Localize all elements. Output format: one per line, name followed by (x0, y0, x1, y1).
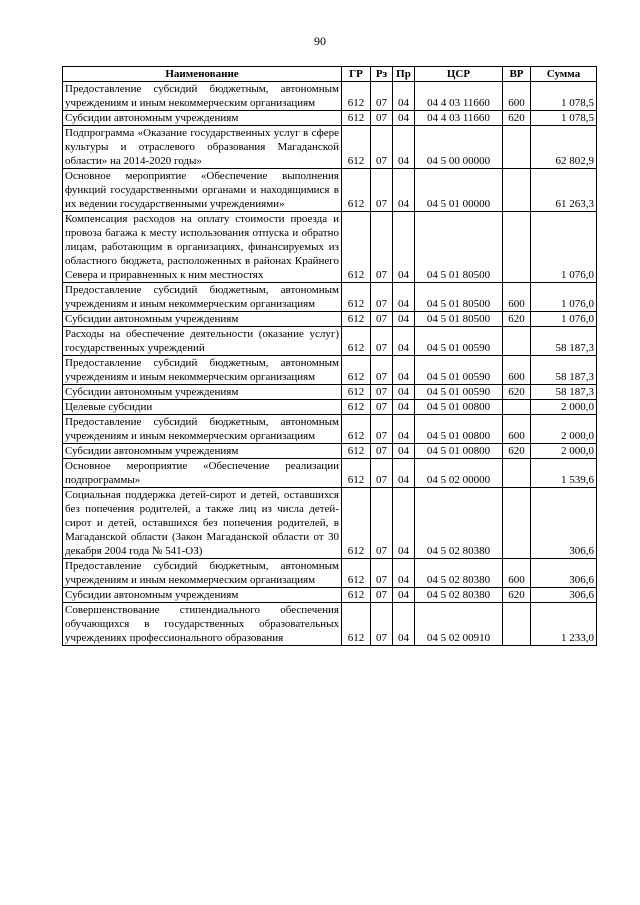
cell-sum: 1 078,5 (531, 111, 597, 126)
cell-gr: 612 (342, 327, 371, 356)
cell-csr: 04 5 00 00000 (415, 126, 503, 169)
cell-pr: 04 (393, 559, 415, 588)
cell-sum: 2 000,0 (531, 400, 597, 415)
table-row (63, 126, 597, 169)
cell-gr: 612 (342, 444, 371, 459)
cell-name: Субсидии автономным учреждениям (63, 588, 342, 603)
cell-pr: 04 (393, 111, 415, 126)
cell-pr: 04 (393, 327, 415, 356)
cell-pr: 04 (393, 385, 415, 400)
cell-name: Предоставление субсидий бюджетным, автономным учреждениям и иным некоммерческим организациям (63, 283, 342, 312)
cell-rz: 07 (371, 111, 393, 126)
cell-rz: 07 (371, 415, 393, 444)
cell-sum: 1 233,0 (531, 603, 597, 646)
cell-vr: 600 (503, 283, 531, 312)
cell-gr: 612 (342, 385, 371, 400)
cell-rz: 07 (371, 603, 393, 646)
table-row (63, 559, 597, 588)
cell-vr (503, 400, 531, 415)
cell-name: Совершенствование стипендиального обеспечения обучающихся в государственных образовательных учреждениях профессионального образования (63, 603, 342, 646)
page-number: 90 (314, 34, 326, 48)
table-row (63, 327, 597, 356)
cell-csr: 04 5 01 00800 (415, 415, 503, 444)
table-row (63, 400, 597, 415)
cell-csr: 04 5 02 00000 (415, 459, 503, 488)
table-row (63, 212, 597, 283)
cell-csr: 04 5 02 00910 (415, 603, 503, 646)
table-row (63, 82, 597, 111)
cell-vr: 620 (503, 385, 531, 400)
table-header-row (63, 67, 597, 82)
cell-csr: 04 5 01 80500 (415, 283, 503, 312)
cell-gr: 612 (342, 400, 371, 415)
cell-csr: 04 5 02 80380 (415, 559, 503, 588)
cell-name: Основное мероприятие «Обеспечение реализации подпрограммы» (63, 459, 342, 488)
cell-vr (503, 459, 531, 488)
cell-rz: 07 (371, 459, 393, 488)
cell-vr (503, 488, 531, 559)
cell-rz: 07 (371, 385, 393, 400)
cell-gr: 612 (342, 312, 371, 327)
cell-gr: 612 (342, 588, 371, 603)
cell-name: Предоставление субсидий бюджетным, автономным учреждениям и иным некоммерческим организациям (63, 82, 342, 111)
table-row (63, 312, 597, 327)
table-row (63, 444, 597, 459)
cell-name: Предоставление субсидий бюджетным, автономным учреждениям и иным некоммерческим организациям (63, 559, 342, 588)
cell-vr: 600 (503, 559, 531, 588)
cell-vr (503, 327, 531, 356)
cell-vr: 620 (503, 444, 531, 459)
header-name: Наименование (63, 67, 342, 82)
cell-sum: 1 076,0 (531, 212, 597, 283)
cell-gr: 612 (342, 356, 371, 385)
cell-gr: 612 (342, 603, 371, 646)
cell-pr: 04 (393, 356, 415, 385)
cell-gr: 612 (342, 283, 371, 312)
header-vr: ВР (503, 67, 531, 82)
table-row (63, 356, 597, 385)
cell-pr: 04 (393, 283, 415, 312)
cell-csr: 04 5 01 00800 (415, 400, 503, 415)
cell-sum: 2 000,0 (531, 415, 597, 444)
cell-vr: 600 (503, 356, 531, 385)
cell-csr: 04 5 01 80500 (415, 312, 503, 327)
cell-csr: 04 4 03 11660 (415, 111, 503, 126)
cell-name: Социальная поддержка детей-сирот и детей, оставшихся без попечения родителей, а также лиц из числа детей-сирот и детей, оставшихся без попечения родителей, в Магаданской области (Закон Магаданской области от 30 декабря 2004 года № 541-ОЗ) (63, 488, 342, 559)
cell-csr: 04 5 01 00590 (415, 356, 503, 385)
cell-rz: 07 (371, 400, 393, 415)
cell-sum: 62 802,9 (531, 126, 597, 169)
cell-vr (503, 126, 531, 169)
table-row (63, 459, 597, 488)
cell-gr: 612 (342, 82, 371, 111)
cell-gr: 612 (342, 415, 371, 444)
cell-rz: 07 (371, 212, 393, 283)
cell-rz: 07 (371, 327, 393, 356)
cell-pr: 04 (393, 212, 415, 283)
cell-rz: 07 (371, 169, 393, 212)
cell-sum: 306,6 (531, 559, 597, 588)
cell-sum: 2 000,0 (531, 444, 597, 459)
table-row (63, 588, 597, 603)
header-sum: Сумма (531, 67, 597, 82)
budget-table (62, 66, 597, 646)
cell-rz: 07 (371, 444, 393, 459)
cell-vr: 600 (503, 415, 531, 444)
cell-sum: 1 076,0 (531, 283, 597, 312)
cell-pr: 04 (393, 488, 415, 559)
header-gr: ГР (342, 67, 371, 82)
cell-vr (503, 603, 531, 646)
cell-pr: 04 (393, 444, 415, 459)
cell-rz: 07 (371, 283, 393, 312)
cell-csr: 04 5 02 80380 (415, 588, 503, 603)
table-row (63, 385, 597, 400)
cell-sum: 306,6 (531, 488, 597, 559)
cell-csr: 04 5 01 00800 (415, 444, 503, 459)
cell-vr: 620 (503, 111, 531, 126)
table-body (63, 82, 597, 646)
cell-csr: 04 5 01 00590 (415, 327, 503, 356)
cell-rz: 07 (371, 588, 393, 603)
cell-pr: 04 (393, 415, 415, 444)
cell-gr: 612 (342, 488, 371, 559)
cell-csr: 04 5 02 80380 (415, 488, 503, 559)
cell-vr: 620 (503, 312, 531, 327)
cell-gr: 612 (342, 111, 371, 126)
cell-pr: 04 (393, 126, 415, 169)
table-row (63, 283, 597, 312)
cell-name: Субсидии автономным учреждениям (63, 444, 342, 459)
table-row (63, 603, 597, 646)
cell-sum: 58 187,3 (531, 327, 597, 356)
cell-sum: 1 078,5 (531, 82, 597, 111)
cell-sum: 1 076,0 (531, 312, 597, 327)
cell-pr: 04 (393, 169, 415, 212)
cell-name: Целевые субсидии (63, 400, 342, 415)
cell-pr: 04 (393, 82, 415, 111)
cell-name: Расходы на обеспечение деятельности (оказание услуг) государственных учреждений (63, 327, 342, 356)
cell-rz: 07 (371, 126, 393, 169)
cell-name: Предоставление субсидий бюджетным, автономным учреждениям и иным некоммерческим организациям (63, 415, 342, 444)
cell-vr (503, 169, 531, 212)
header-pr: Пр (393, 67, 415, 82)
cell-vr: 600 (503, 82, 531, 111)
header-csr: ЦСР (415, 67, 503, 82)
cell-pr: 04 (393, 588, 415, 603)
cell-sum: 306,6 (531, 588, 597, 603)
cell-sum: 58 187,3 (531, 356, 597, 385)
cell-pr: 04 (393, 603, 415, 646)
cell-sum: 61 263,3 (531, 169, 597, 212)
table-row (63, 415, 597, 444)
cell-gr: 612 (342, 559, 371, 588)
cell-vr (503, 212, 531, 283)
cell-sum: 58 187,3 (531, 385, 597, 400)
cell-vr: 620 (503, 588, 531, 603)
cell-csr: 04 5 01 00590 (415, 385, 503, 400)
cell-pr: 04 (393, 400, 415, 415)
cell-name: Подпрограмма «Оказание государственных услуг в сфере культуры и отраслевого образования Магаданской области» на 2014-2020 годы» (63, 126, 342, 169)
cell-pr: 04 (393, 459, 415, 488)
cell-rz: 07 (371, 82, 393, 111)
cell-pr: 04 (393, 312, 415, 327)
cell-rz: 07 (371, 312, 393, 327)
cell-name: Основное мероприятие «Обеспечение выполнения функций государственными органами и находящимися в их ведении государственными учреждениями» (63, 169, 342, 212)
table-row (63, 169, 597, 212)
table-row (63, 488, 597, 559)
cell-sum: 1 539,6 (531, 459, 597, 488)
cell-name: Предоставление субсидий бюджетным, автономным учреждениям и иным некоммерческим организациям (63, 356, 342, 385)
cell-rz: 07 (371, 356, 393, 385)
cell-csr: 04 4 03 11660 (415, 82, 503, 111)
cell-name: Субсидии автономным учреждениям (63, 312, 342, 327)
cell-name: Субсидии автономным учреждениям (63, 111, 342, 126)
cell-csr: 04 5 01 00000 (415, 169, 503, 212)
cell-gr: 612 (342, 212, 371, 283)
cell-gr: 612 (342, 126, 371, 169)
cell-rz: 07 (371, 488, 393, 559)
table-row (63, 111, 597, 126)
cell-csr: 04 5 01 80500 (415, 212, 503, 283)
cell-gr: 612 (342, 169, 371, 212)
cell-name: Субсидии автономным учреждениям (63, 385, 342, 400)
header-rz: Рз (371, 67, 393, 82)
cell-gr: 612 (342, 459, 371, 488)
cell-name: Компенсация расходов на оплату стоимости проезда и провоза багажа к месту использования отпуска и обратно лицам, работающим в организациях, финансируемых из областного бюджета, расположенных в районах Крайнего Севера и приравненных к ним местностях (63, 212, 342, 283)
cell-rz: 07 (371, 559, 393, 588)
